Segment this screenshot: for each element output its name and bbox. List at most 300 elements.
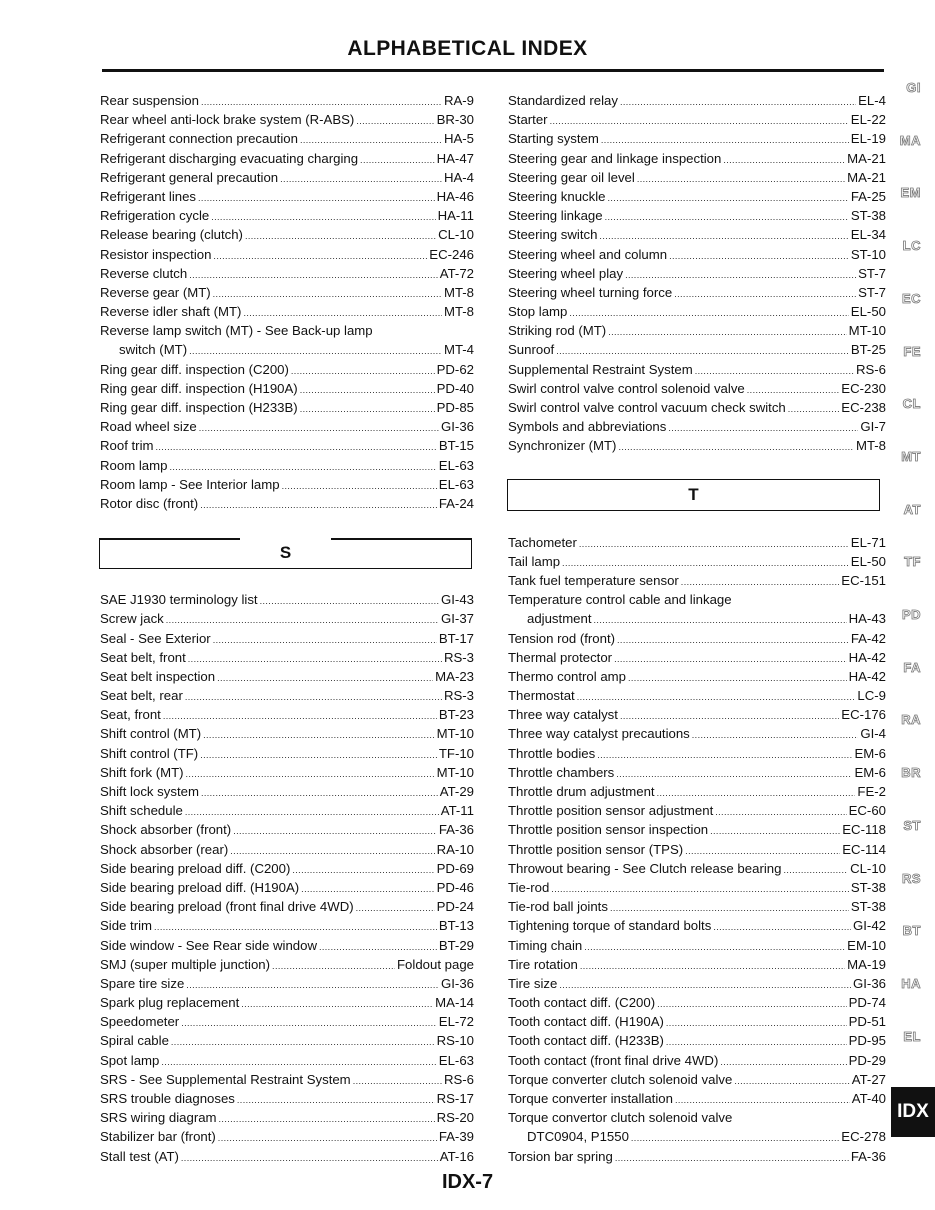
index-entry[interactable] [100,225,474,244]
entry-label: Rotor disc (front) [100,495,199,511]
entry-label: Starting system [508,131,599,147]
index-entry[interactable] [508,936,886,955]
index-entry[interactable] [100,705,474,724]
leader-dots [292,861,434,880]
entry-label: Roof trim [100,438,154,454]
section-tab-rs[interactable]: RS [901,870,921,886]
entry-label: Seat, front [100,707,161,723]
index-entry[interactable] [100,609,474,628]
entry-label: Steering linkage [508,208,603,224]
index-entry[interactable] [100,648,474,667]
entry-page-ref: EC-60 [848,803,886,819]
leader-dots [723,151,845,170]
entry-page-ref: BT-15 [438,438,474,454]
index-entry[interactable] [508,801,886,820]
entry-page-ref: BT-17 [438,630,474,646]
section-tab-ha[interactable]: HA [901,975,921,991]
entry-page-ref: MT-8 [855,438,886,454]
index-entry[interactable] [100,129,474,148]
entry-label: Torque convertor clutch solenoid valve [508,1110,733,1126]
entry-page-ref: MT-4 [443,342,474,358]
leader-dots [605,208,849,227]
index-entry[interactable] [100,801,474,820]
leader-dots [189,266,438,285]
entry-page-ref: HA-46 [436,188,474,204]
entry-page-ref: RS-6 [443,1071,474,1087]
index-entry[interactable] [508,629,886,648]
index-list-r [100,91,474,513]
entry-label: Throwout bearing - See Clutch release bearing [508,860,782,876]
index-entry[interactable] [508,283,886,302]
entry-page-ref: AT-27 [851,1071,886,1087]
entry-page-ref: MA-14 [435,995,474,1011]
entry-page-ref: HA-42 [848,668,886,684]
index-entry[interactable] [100,168,474,187]
index-entry[interactable] [508,533,886,552]
index-entry[interactable] [508,1127,886,1146]
leader-dots [233,822,437,841]
index-entry[interactable] [508,859,886,878]
entry-label: Three way catalyst precautions [508,726,690,742]
entry-label: Symbols and abbreviations [508,419,667,435]
index-entry[interactable] [508,110,886,129]
index-entry[interactable] [100,321,474,340]
index-entry[interactable] [508,878,886,897]
index-entry[interactable] [508,187,886,206]
index-entry[interactable] [100,859,474,878]
index-entry[interactable] [508,149,886,168]
entry-page-ref: ST-7 [858,284,886,300]
entry-label: Steering wheel and column [508,246,668,262]
section-tab-fe[interactable]: FE [903,343,921,359]
leader-dots [260,592,439,611]
entry-page-ref: CL-10 [850,860,886,876]
index-entry[interactable] [508,168,886,187]
index-entry[interactable] [508,225,886,244]
index-entry[interactable] [100,724,474,743]
entry-page-ref: EL-63 [438,476,474,492]
index-entry[interactable] [508,1031,886,1050]
entry-page-ref: Foldout page [397,956,474,972]
entry-label: Synchronizer (MT) [508,438,617,454]
index-entry[interactable] [100,1089,474,1108]
index-entry[interactable] [100,264,474,283]
index-entry[interactable] [508,552,886,571]
index-entry[interactable] [100,993,474,1012]
entry-page-ref: EL-19 [850,131,886,147]
entry-label: Throttle position sensor inspection [508,822,709,838]
entry-label: Steering knuckle [508,188,606,204]
section-header-s [99,538,472,569]
entry-page-ref: PD-62 [436,361,474,377]
leader-dots [198,189,435,208]
entry-page-ref: EM-6 [854,764,886,780]
leader-dots [272,957,395,976]
index-entry[interactable] [508,360,886,379]
index-entry[interactable] [100,1031,474,1050]
entry-page-ref: ST-38 [850,899,886,915]
entry-label: Steering gear oil level [508,169,635,185]
leader-dots [657,995,847,1014]
entry-label: Thermo control amp [508,668,626,684]
section-tab-cl[interactable]: CL [902,396,921,412]
leader-dots [692,726,859,745]
index-entry[interactable] [508,686,886,705]
entry-page-ref: LC-9 [857,688,886,704]
entry-label: Tire rotation [508,956,578,972]
index-entry[interactable] [100,667,474,686]
entry-label: Rear wheel anti-lock brake system (R-ABS) [100,112,355,128]
index-entry[interactable] [508,129,886,148]
index-entry[interactable] [508,744,886,763]
index-entry[interactable] [100,494,474,513]
entry-label: Refrigerant connection precaution [100,131,298,147]
leader-dots [186,765,435,784]
leader-dots [188,650,442,669]
entry-page-ref: EC-176 [841,707,886,723]
index-entry[interactable] [100,820,474,839]
entry-page-ref: EC-230 [841,380,886,396]
leader-dots [580,957,845,976]
index-entry[interactable] [508,379,886,398]
entry-page-ref: BR-30 [436,112,474,128]
entry-label: Seat belt, rear [100,688,183,704]
index-entry[interactable] [100,1051,474,1070]
entry-label: Tooth contact diff. (C200) [508,995,656,1011]
entry-page-ref: PD-85 [436,400,474,415]
index-entry[interactable] [508,321,886,340]
leader-dots [282,477,437,496]
index-entry[interactable] [100,456,474,475]
entry-page-ref: MT-8 [443,284,474,300]
entry-page-ref: ST-38 [850,879,886,895]
leader-dots [720,1053,846,1072]
index-entry[interactable] [508,245,886,264]
index-entry[interactable] [100,302,474,321]
leader-dots [614,650,847,669]
entry-page-ref: EC-151 [841,572,886,588]
entry-page-ref: BT-29 [438,937,474,953]
entry-page-ref: PD-24 [436,899,474,915]
entry-page-ref: TF-10 [438,745,474,761]
entry-label: Supplemental Restraint System [508,361,693,377]
index-entry[interactable] [100,360,474,379]
index-entry[interactable] [508,705,886,724]
index-entry[interactable] [100,955,474,974]
entry-page-ref: GI-36 [441,975,474,991]
leader-dots [618,438,854,457]
index-entry[interactable] [508,993,886,1012]
entry-page-ref: AT-16 [439,1148,474,1164]
entry-label: Sunroof [508,342,555,358]
entry-label: Thermostat [508,688,575,704]
section-tab-gi[interactable]: GI [906,80,921,95]
leader-dots [181,1014,437,1033]
entry-page-ref: EM-6 [854,745,886,761]
index-entry[interactable] [508,820,886,839]
entry-label: Standardized relay [508,93,618,108]
section-header-t [507,479,880,511]
leader-dots [715,803,846,822]
index-entry[interactable] [508,91,886,110]
index-entry[interactable] [100,379,474,398]
index-entry[interactable] [508,1089,886,1108]
index-entry[interactable] [508,916,886,935]
entry-label: Screw jack [100,611,164,627]
leader-dots [356,112,434,131]
section-tab-em[interactable]: EM [900,185,921,201]
leader-dots [199,419,439,438]
index-entry[interactable] [508,571,886,590]
entry-page-ref: RS-17 [436,1091,474,1106]
index-entry[interactable] [508,398,886,417]
index-entry[interactable] [508,340,886,359]
leader-dots [200,496,437,515]
leader-dots [628,669,847,688]
leader-dots [211,208,435,227]
section-tab-pd[interactable]: PD [901,607,921,622]
leader-dots [674,285,856,304]
entry-page-ref: RS-3 [443,649,474,665]
section-tab-tf[interactable]: TF [904,554,921,570]
entry-label: Side window - See Rear side window [100,937,317,953]
entry-label: Ring gear diff. inspection (H190A) [100,380,298,396]
index-entry[interactable] [100,916,474,935]
section-tab-lc[interactable]: LC [902,238,921,254]
index-entry[interactable] [100,283,474,302]
entry-page-ref: FA-36 [850,1148,886,1164]
entry-label: Spiral cable [100,1033,169,1049]
entry-page-ref: EL-50 [850,304,886,320]
index-entry[interactable] [100,629,474,648]
index-entry[interactable] [100,417,474,436]
entry-label: Tension rod (front) [508,630,616,646]
section-tab-st[interactable]: ST [903,817,921,833]
entry-label: Tooth contact diff. (H190A) [508,1014,664,1030]
leader-dots [788,400,840,419]
entry-page-ref: FE-2 [857,784,886,799]
leader-dots [300,400,435,419]
index-entry[interactable] [100,340,474,359]
index-entry[interactable] [100,782,474,801]
index-column-left [100,91,474,1166]
leader-dots [734,1072,849,1091]
leader-dots [617,631,849,650]
index-entry[interactable] [100,149,474,168]
index-entry[interactable] [100,974,474,993]
index-entry[interactable] [508,1012,886,1031]
entry-page-ref: RA-10 [436,841,474,857]
leader-dots [163,707,437,726]
entry-label: Room lamp - See Interior lamp [100,476,280,492]
index-entry[interactable] [508,974,886,993]
index-entry[interactable] [100,475,474,494]
entry-label: Shift lock system [100,784,199,799]
entry-label: Road wheel size [100,419,197,435]
entry-label: Refrigerant general precaution [100,169,279,185]
index-entry[interactable] [508,590,886,609]
index-entry[interactable] [100,398,474,417]
entry-page-ref: AT-40 [851,1091,886,1106]
entry-page-ref: BT-23 [438,707,474,723]
entry-label: Thermal protector [508,649,613,665]
index-entry[interactable] [508,782,886,801]
section-tab-ma[interactable]: MA [899,132,921,148]
index-entry[interactable] [508,436,886,455]
index-entry[interactable] [100,436,474,455]
leader-dots [218,1129,437,1148]
entry-label: Resistor inspection [100,246,212,262]
entry-label: Refrigeration cycle [100,208,210,224]
entry-label: Shift fork (MT) [100,764,184,780]
index-entry[interactable] [100,763,474,782]
index-entry[interactable] [100,878,474,897]
section-tab-ec[interactable]: EC [901,290,921,306]
entry-page-ref: EL-71 [850,534,886,550]
index-entry[interactable] [100,936,474,955]
entry-page-ref: EC-114 [842,841,886,857]
entry-page-ref: PD-51 [848,1014,886,1030]
index-entry[interactable] [100,1108,474,1127]
index-entry[interactable] [508,264,886,283]
index-entry[interactable] [100,1147,474,1166]
entry-label: switch (MT) [119,342,188,358]
index-entry[interactable] [508,206,886,225]
index-entry[interactable] [508,609,886,628]
leader-dots [300,381,435,400]
index-entry[interactable] [508,897,886,916]
entry-label: Steering wheel turning force [508,284,673,300]
entry-page-ref: PD-29 [848,1052,886,1068]
index-entry[interactable] [508,648,886,667]
index-entry[interactable] [508,302,886,321]
section-tab-at[interactable]: AT [903,501,921,517]
entry-page-ref: BT-13 [438,918,474,934]
leader-dots [213,631,437,650]
entry-label: Side bearing preload diff. (C200) [100,860,291,876]
index-entry[interactable] [508,840,886,859]
section-tab-br[interactable]: BR [901,765,921,781]
index-entry[interactable] [100,1012,474,1031]
index-list-s-cont [508,91,886,456]
index-entry[interactable] [100,187,474,206]
entry-label: Room lamp [100,457,168,473]
entry-page-ref: AT-11 [440,803,474,819]
leader-dots [620,93,856,112]
index-entry[interactable] [100,1127,474,1146]
index-entry[interactable] [508,417,886,436]
index-list-s [100,590,474,1166]
section-tab-bt[interactable]: BT [902,923,921,939]
index-entry[interactable] [508,1051,886,1070]
index-entry[interactable] [508,667,886,686]
index-entry[interactable] [508,1070,886,1089]
entry-label: Side bearing preload diff. (H190A) [100,879,300,895]
index-entry[interactable] [100,590,474,609]
entry-page-ref: PD-69 [436,860,474,876]
leader-dots [200,746,437,765]
leader-dots [637,170,845,189]
entry-label: Seal - See Exterior [100,630,211,646]
section-tab-ra[interactable]: RA [901,712,921,728]
leader-dots [360,151,435,170]
section-tab-fa[interactable]: FA [903,659,921,675]
entry-page-ref: EL-34 [850,227,886,243]
active-section-tab[interactable]: IDX [891,1087,935,1137]
entry-page-ref: GI-7 [860,419,886,435]
entry-label: Stabilizer bar (front) [100,1129,216,1145]
entry-label: SRS - See Supplemental Restraint System [100,1071,351,1087]
index-entry[interactable] [508,724,886,743]
entry-page-ref: MA-21 [847,150,886,166]
entry-label: Reverse clutch [100,265,188,281]
entry-page-ref: FA-36 [438,822,474,838]
entry-page-ref: FA-24 [438,495,474,511]
entry-label: Steering gear and linkage inspection [508,150,722,166]
index-entry[interactable] [508,1108,886,1127]
entry-label: Refrigerant discharging evacuating charging [100,150,359,166]
index-entry[interactable] [508,955,886,974]
entry-label: Ring gear diff. inspection (C200) [100,361,289,377]
leader-dots [201,784,438,803]
index-entry[interactable] [100,840,474,859]
entry-label: Spare tire size [100,975,185,991]
leader-dots [213,247,427,266]
index-entry[interactable] [100,91,474,110]
entry-label: Shift control (MT) [100,726,202,742]
entry-label: Throttle chambers [508,764,615,780]
index-entry[interactable] [100,206,474,225]
entry-page-ref: MA-23 [435,668,474,684]
entry-page-ref: GI-4 [860,726,886,742]
index-entry[interactable] [508,1147,886,1166]
entry-label: Throttle position sensor (TPS) [508,841,684,857]
entry-label: DTC0904, P1550 [527,1129,629,1145]
leader-dots [668,419,858,438]
leader-dots [185,688,442,707]
entry-page-ref: EM-10 [847,937,886,953]
entry-label: Stall test (AT) [100,1148,179,1164]
entry-page-ref: PD-40 [436,380,474,396]
entry-label: Throttle drum adjustment [508,784,655,799]
entry-page-ref: FA-25 [850,188,886,204]
index-entry[interactable] [100,110,474,129]
entry-label: adjustment [527,611,592,627]
entry-page-ref: GI-36 [853,975,886,991]
index-entry[interactable] [100,744,474,763]
leader-dots [213,285,442,304]
entry-page-ref: GI-37 [441,611,474,627]
leader-dots [713,918,851,937]
leader-dots [219,1110,435,1129]
index-entry[interactable] [100,686,474,705]
entry-label: Tire size [508,975,558,991]
section-tab-el[interactable]: EL [903,1028,921,1044]
index-entry[interactable] [100,245,474,264]
leader-dots [666,1014,847,1033]
leader-dots [241,995,433,1014]
index-entry[interactable] [508,763,886,782]
index-entry[interactable] [100,1070,474,1089]
entry-label: Side trim [100,918,153,934]
section-tab-mt[interactable]: MT [901,448,921,464]
entry-label: Reverse lamp switch (MT) - See Back-up lamp [100,323,373,339]
entry-page-ref: RA-9 [443,93,474,108]
entry-page-ref: EL-63 [438,1052,474,1068]
entry-page-ref: FA-42 [850,630,886,646]
section-letter: T [688,485,699,504]
index-entry[interactable] [100,897,474,916]
